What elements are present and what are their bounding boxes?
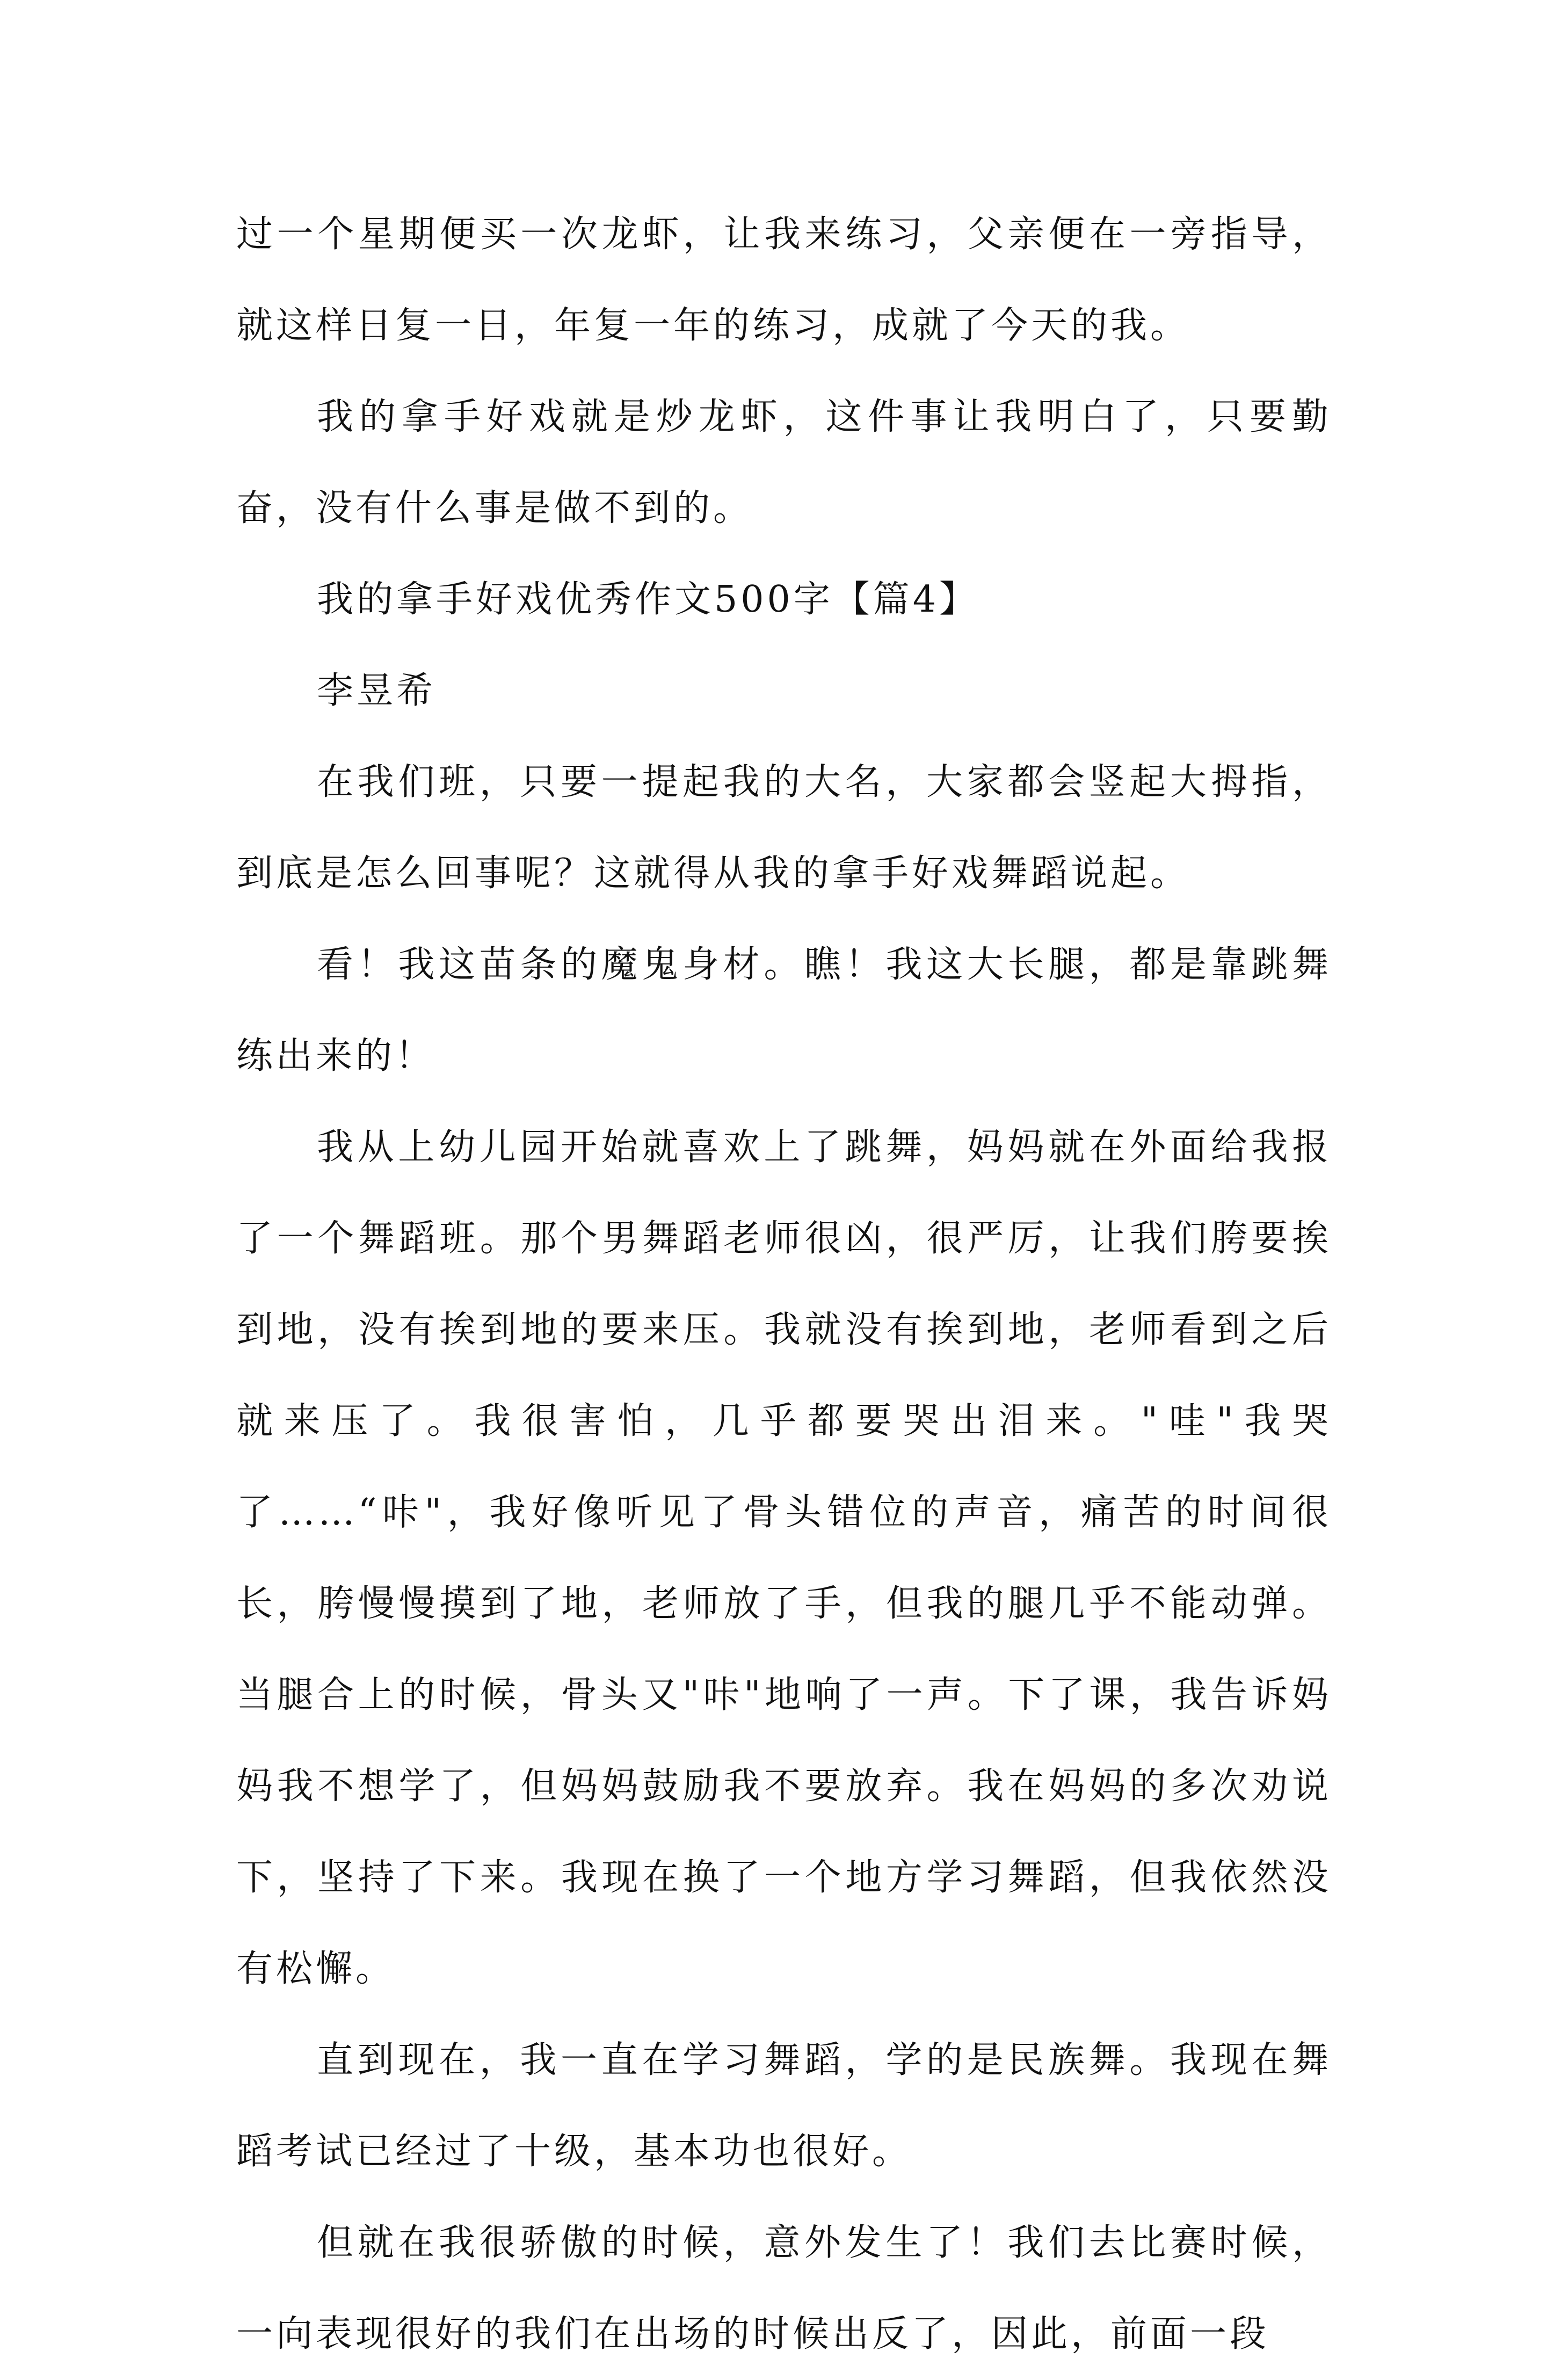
paragraph: 看！我这苗条的魔鬼身材。瞧！我这大长腿，都是靠跳舞练出来的！ — [236, 944, 1332, 1077]
author-name: 李昱希 — [317, 670, 437, 712]
essay-body — [236, 189, 1332, 2380]
paragraph: 在我们班，只要一提起我的大名，大家都会竖起大拇指，到底是怎么回事呢？这就得从我的拿手好戏舞蹈说起。 — [236, 761, 1332, 895]
paragraph: 我从上幼儿园开始就喜欢上了跳舞，妈妈就在外面给我报了一个舞蹈班。那个男舞蹈老师很凶，很严厉，让我们胯要挨到地，没有挨到地的要来压。我就没有挨到地，老师看到之后就来压了。我很害怕，几乎都要哭出泪来。"哇"我哭了……“咔"，我好像听见了骨头错位的声音，痛苦的时间很长，胯慢慢摸到了地，老师放了手，但我的腿几乎不能动弹。当腿合上的时候，骨头又"咔"地响了一声。下了课，我告诉妈妈我不想学了，但妈妈鼓励我不要放弃。我在妈妈的多次劝说下，坚持了下来。我现在换了一个地方学习舞蹈，但我依然没有松懈。 — [236, 1126, 1332, 1990]
paragraph: 但就在我很骄傲的时候，意外发生了！我们去比赛时候，一向表现很好的我们在出场的时候出反了，因此，前面一段 — [236, 2222, 1332, 2355]
paragraph: 我的拿手好戏就是炒龙虾，这件事让我明白了，只要勤奋，没有什么事是做不到的。 — [236, 396, 1332, 529]
essay-heading: 我的拿手好戏优秀作文500字【篇4】 — [317, 578, 979, 621]
paragraph: 过一个星期便买一次龙虾，让我来练习，父亲便在一旁指导，就这样日复一日，年复一年的练习，成就了今天的我。 — [236, 213, 1332, 347]
paragraph: 直到现在，我一直在学习舞蹈，学的是民族舞。我现在舞蹈考试已经过了十级，基本功也很好。 — [236, 2039, 1332, 2173]
